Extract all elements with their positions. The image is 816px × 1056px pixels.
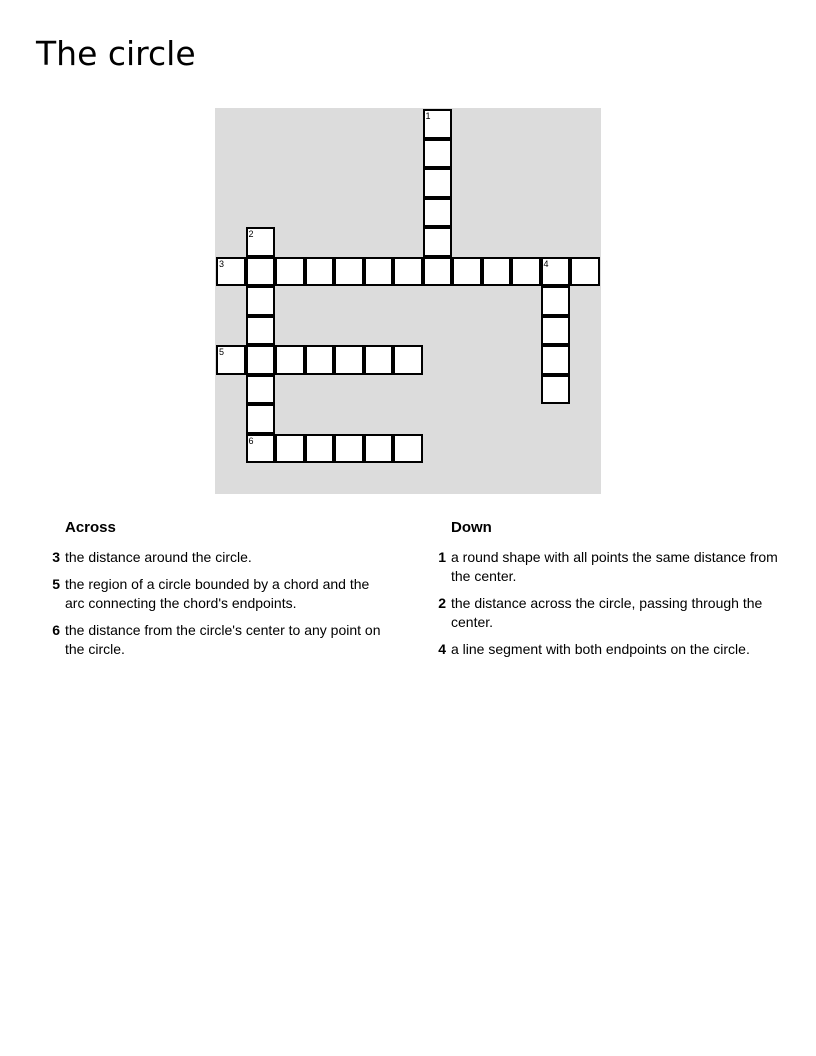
clue-number: 1 (438, 549, 446, 565)
crossword-cell[interactable] (541, 345, 571, 375)
crossword-cell[interactable] (305, 257, 335, 287)
page-title: The circle (36, 34, 196, 73)
crossword-grid (215, 108, 601, 494)
crossword-cell[interactable] (452, 257, 482, 287)
crossword-cell[interactable] (423, 227, 453, 257)
crossword-cell[interactable] (541, 257, 571, 287)
crossword-cell[interactable] (393, 257, 423, 287)
crossword-cell[interactable] (246, 345, 276, 375)
clue-number: 4 (438, 641, 446, 657)
clue-across-3 (42, 548, 392, 567)
crossword-cell[interactable] (334, 434, 364, 464)
crossword-cell[interactable] (305, 434, 335, 464)
crossword-cell[interactable] (364, 434, 394, 464)
crossword-cell[interactable] (423, 198, 453, 228)
crossword-cell[interactable] (423, 257, 453, 287)
down-heading: Down (451, 519, 492, 536)
crossword-cell[interactable] (423, 109, 453, 139)
crossword-cell[interactable] (334, 345, 364, 375)
clue-down-2 (428, 594, 778, 632)
crossword-cell[interactable] (246, 404, 276, 434)
crossword-cell[interactable] (511, 257, 541, 287)
cell-number: 5 (219, 347, 225, 357)
crossword-cell[interactable] (275, 434, 305, 464)
crossword-cell[interactable] (482, 257, 512, 287)
clue-text: a round shape with all points the same distance from the center. (451, 549, 778, 584)
clue-text: the distance from the circle's center to any point on the circle. (65, 622, 381, 657)
crossword-cell[interactable] (275, 257, 305, 287)
clue-across-5 (42, 575, 392, 613)
cell-number: 6 (248, 435, 254, 446)
crossword-cell[interactable] (246, 286, 276, 316)
crossword-cell[interactable] (364, 257, 394, 287)
crossword-cell[interactable] (246, 316, 276, 346)
crossword-cell[interactable] (393, 345, 423, 375)
crossword-cell[interactable] (541, 375, 571, 405)
cell-number: 4 (543, 258, 549, 269)
crossword-cell[interactable] (364, 345, 394, 375)
clue-text: the distance around the circle. (65, 549, 252, 565)
clue-number: 2 (438, 595, 446, 611)
clue-text: the region of a circle bounded by a chord and the arc connecting the chord's endpoints. (65, 576, 370, 611)
crossword-cell[interactable] (246, 375, 276, 405)
crossword-cell[interactable] (246, 257, 276, 287)
clue-number: 3 (52, 549, 60, 565)
down-clues (428, 518, 778, 667)
crossword-cell[interactable] (334, 257, 364, 287)
crossword-cell[interactable] (541, 286, 571, 316)
crossword-cell[interactable] (275, 345, 305, 375)
crossword-cell[interactable] (423, 168, 453, 198)
across-clues (42, 518, 392, 667)
crossword-cell[interactable] (246, 434, 276, 464)
crossword-cell[interactable] (216, 345, 246, 375)
cell-number: 3 (219, 258, 225, 269)
clue-number: 5 (52, 576, 60, 592)
crossword-cell[interactable] (393, 434, 423, 464)
cell-number: 1 (425, 111, 431, 121)
clue-number: 6 (52, 622, 60, 638)
crossword-cell[interactable] (305, 345, 335, 375)
across-heading: Across (65, 519, 116, 536)
crossword-cell[interactable] (541, 316, 571, 346)
clue-down-4 (428, 640, 778, 659)
crossword-cell[interactable] (570, 257, 600, 287)
clue-text: a line segment with both endpoints on the circle. (451, 641, 750, 657)
crossword-cell[interactable] (216, 257, 246, 287)
crossword-cell[interactable] (246, 227, 276, 257)
clue-text: the distance across the circle, passing through the center. (451, 595, 763, 630)
clue-down-1 (428, 548, 778, 586)
clue-across-6 (42, 621, 392, 659)
crossword-cell[interactable] (423, 139, 453, 169)
cell-number: 2 (248, 229, 254, 239)
